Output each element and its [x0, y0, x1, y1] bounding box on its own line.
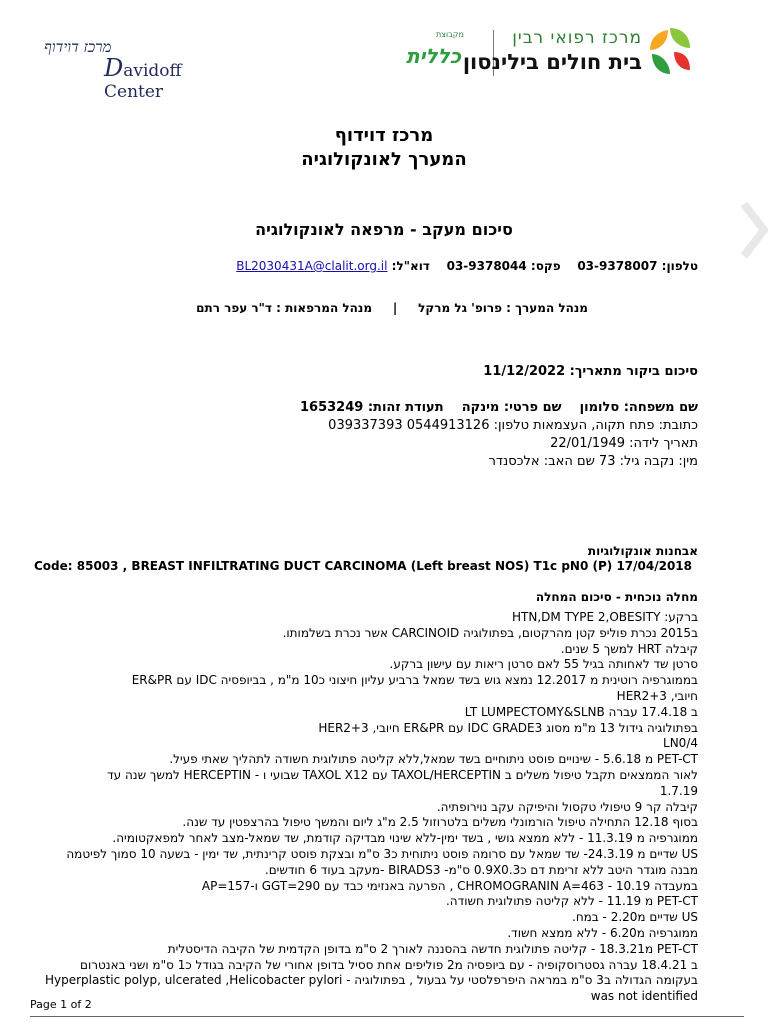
phone-value: 03-9378007: [577, 259, 658, 273]
history-line: PET-CT מ 5.6.18 - שינויים פוסט ניתוחיים בשד שמאל,ללא קליטה פתולוגית חשודה לתהליך שאתי פעיל.: [169, 752, 698, 767]
first-name: מינקה: [461, 400, 500, 415]
diagnoses-heading: אבחנות אונקולוגיות: [587, 544, 698, 558]
history-line: ב 17.4.18 עברה LT LUMPECTOMY&SLNB: [464, 704, 698, 719]
history-line: קיבלה HRT למשך 5 שנים.: [560, 641, 698, 656]
history-line: לאור הממצאים תקבל טיפול משלים ב TAXOL/HERCEPTIN עם TAXOL X12 שבועי ו - HERCEPTIN למשך שנה עד: [107, 767, 698, 782]
sex-age-line: מין: נקבה גיל: 73 שם האב: אלכסנדר: [488, 454, 698, 469]
history-line: מבנה מוגדר היטב ללא זרימת דם כ0.9X0.3 ס"מ- BIRADS3 -מעקב בעוד 6 חודשים.: [264, 862, 698, 877]
clalit-name: כללית: [406, 44, 462, 68]
patient-name-line: [300, 400, 698, 415]
history-line: 1.7.19: [659, 783, 698, 798]
family-name-label: שם משפחה:: [623, 400, 698, 415]
fax-label: פקס:: [530, 259, 561, 273]
first-name-label: שם פרטי:: [503, 400, 562, 415]
history-line: ברקע: HTN,DM TYPE 2,OBESITY: [512, 610, 698, 624]
history-line: LN0/4: [663, 736, 698, 751]
rabin-center-name: מרכז רפואי רבין: [512, 28, 642, 48]
email-link[interactable]: BL2030431A@clalit.org.il: [236, 259, 388, 273]
disease-history: [18, 610, 698, 1005]
history-line: בסוף 12.18 התחילה טיפול הורמונלי משלים בלטרוזול 2.5 מ"ג ליום והמשך טיפול בהרצפטין עד שנה.: [182, 815, 698, 830]
current-disease-heading: מחלה נוכחית - סיכום המחלה: [535, 590, 698, 604]
history-line: בעקומה הגדולה ב3 ס"מ במראה היפרפלסטי על גבעול , בפתולוגיה - Hyperplastic polyp, ulcerated ,Helicobacter pylori: [44, 973, 698, 988]
history-line: חיובי, HER2+3: [616, 688, 698, 703]
history-line: ב 18.4.21 עברה גסטרוסקופיה - עם ביופסיה מ2 פוליפים אחת ססיל בדופן אחורי של הקיבה בגודל כ1 ס"מ ושני באנטרום: [79, 957, 698, 972]
contact-line: [236, 259, 698, 273]
visit-date: 11/12/2022: [483, 364, 566, 379]
email-label: דוא"ל:: [391, 259, 430, 273]
page-number: Page 1 of 2: [30, 998, 92, 1011]
fax-value: 03-9378044: [446, 259, 527, 273]
history-line: was not identified: [590, 989, 698, 1004]
beilinson-name: בית חולים בילינסון: [462, 50, 642, 74]
visit-summary-date: [483, 364, 698, 379]
title-line-2: המערך לאונקולוגיה: [301, 149, 467, 170]
davidoff-name-rest: avidoff Center: [104, 61, 182, 102]
history-line: ב2015 נכרת פוליפ קטן מהרקטום, בפתולוגיה CARCINOID אשר נכרת בשלמותו.: [282, 625, 698, 640]
page-title: [0, 124, 768, 172]
davidoff-english-name: [104, 54, 244, 102]
history-line: US שדיים מ2.20 - במח.: [572, 910, 698, 925]
history-line: ממוגרפיה מ6.20 - ללא ממצא חשוד.: [507, 925, 698, 940]
dept-manager: מנהל המערך : פרופ' גל מרקל: [418, 301, 588, 315]
history-line: קיבלה קר 9 טיפולי טקסול והיפיקה עקב נוירופתיה.: [436, 799, 698, 814]
family-name: סלומון: [579, 400, 620, 415]
history-line: בממוגרפיה רוטינית מ 12.2017 נמצא גוש בשד שמאל ברביע עליון חיצוני כ10 מ"מ , בביופסיה IDC עם ER&PR: [131, 673, 698, 688]
managers-line: [196, 301, 588, 315]
phone-label: טלפון:: [661, 259, 698, 273]
clalit-group-label: מקבוצת: [436, 30, 464, 39]
title-line-1: מרכז דוידוף: [334, 125, 434, 146]
history-line: ממוגרפיה מ 11.3.19 - ללא ממצא גושי , בשד ימין-ללא שינוי מבדיקה קודמת, שד שמאל-מצב לאחר למפאקטומיה.: [112, 831, 698, 846]
rabin-clalit-logo: [406, 26, 692, 80]
history-line: PET-CT מ18.3.21 - קליטה פתולוגית חדשה בהסננה לאורך 2 ס"מ בדופן הקדמית של הקיבה הדיסטלית: [167, 941, 698, 956]
manager-separator: |: [392, 301, 398, 315]
clinic-manager: מנהל המרפאות : ד"ר עפר רתם: [196, 301, 372, 315]
history-line: PET-CT מ 11.19 - ללא קליטה פתולוגית חשודה.: [445, 894, 698, 909]
davidoff-logo: [44, 38, 244, 102]
history-line: US שדיים מ 24.3.19- שד שמאל עם סרומה פוסט ניתוחית כ3 ס"מ ובצקת פוסט קרינתית, שד ימין - בשעה 10 סמוך לפיטמה: [66, 846, 698, 861]
history-line: סרטן שד לאחותה בגיל 55 לאם סרטן ריאות עם עישון ברקע.: [389, 657, 698, 672]
address-line: כתובת: פתח תקוה, העצמאות טלפון: 0544913126 039337393: [328, 418, 698, 433]
id-label: תעודת זהות:: [367, 400, 444, 415]
diagnosis-code-line: Code: 85003 , BREAST INFILTRATING DUCT CARCINOMA (Left breast NOS) T1c pN0 (P) 17/04/2018: [34, 559, 693, 573]
id-number: 1653249: [300, 400, 364, 415]
document-subtitle: סיכום מעקב - מרפאה לאונקולוגיה: [255, 220, 513, 239]
davidoff-hebrew-name: מרכז דוידוף: [44, 38, 112, 56]
rabin-leaf-icon: [648, 26, 692, 76]
davidoff-initial: D: [104, 54, 124, 82]
visit-label: סיכום ביקור מתאריך:: [569, 364, 698, 379]
birth-date-line: תאריך לידה: 22/01/1949: [550, 436, 698, 451]
footer-divider: [30, 1016, 744, 1017]
patient-details: [328, 417, 698, 471]
history-line: בפתולוגיה גידול 13 מ"מ מסוג IDC GRADE3 עם ER&PR חיובי, HER2+3: [318, 720, 698, 735]
history-line: במעבדה 10.19 - CHROMOGRANIN A=463 , הפרעה באנזימי כבד עם GGT=290 ו-AP=157: [201, 878, 698, 893]
